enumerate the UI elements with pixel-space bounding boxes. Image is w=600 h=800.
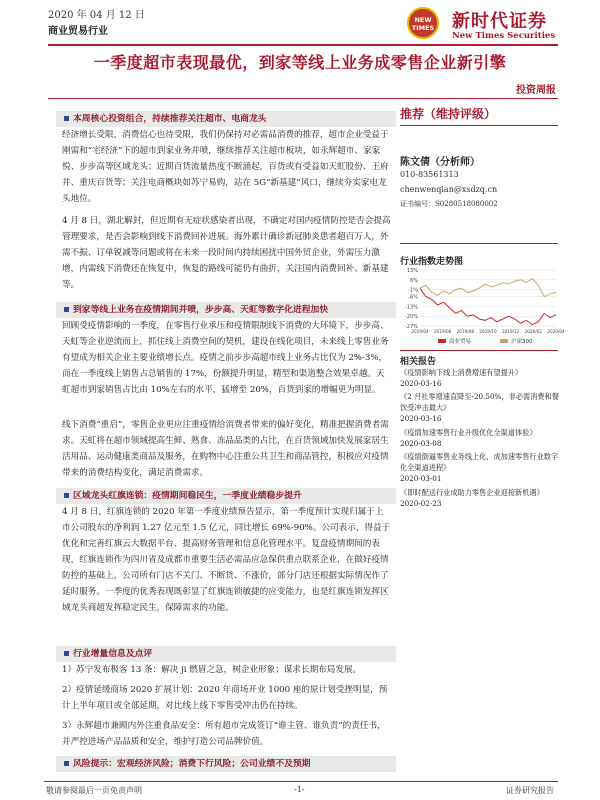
analyst-phone: 010-83561313 [400,170,459,179]
bullet-icon [64,493,69,498]
section-title: 到家等线上业务在疫情期间并喷，步步高、天虹等数字化进程加快 [56,302,396,318]
related-report-date: 2020-03-01 [400,474,442,483]
y-tick-label: 13% [406,268,418,274]
related-report-title[interactable]: 《即时配送行业成助力零售企业迎接新机遇》 [400,488,544,497]
bullet-icon [64,116,69,121]
related-report-title[interactable]: 《疫情倒逼零售业务线上化，成加速零售行业数字化全渠道进程》 [400,452,559,472]
series-line-1 [420,278,556,296]
page-number: -1- [294,785,305,794]
list-item: 3）永辉超市兼顾内外注重食品安全：所有超市完成签订“谁主管、谁负责”的责任书，并严控进场产品品质和安全，维护打造公司品牌价值。 [62,721,386,747]
section-title: 本周核心投资组合，持续推荐关注超市、电商龙头 [56,111,396,127]
y-tick-label: -20% [405,314,418,321]
related-report-date: 2020-02-23 [400,499,442,508]
x-tick-label: 2019/04 [411,329,429,334]
list-item: 2）疫情延缓商场 2020 扩展计划：2020 年商场开业 1000 座的原计划受挫明显，预计上半年项目或全部延期，对比线上线下零售受冲击仍在持续。 [62,685,388,711]
related-report-title[interactable]: 《2 月社零增速直降至-20.50%，非必需消费和餐饮受冲击最大》 [400,392,559,412]
rating: 推荐（维持评级） [400,107,497,121]
bullet-icon [64,761,69,766]
footer-divider [44,781,558,782]
section-title: 行业增量信息及点评 [56,646,396,662]
y-tick-label: 6% [410,277,418,284]
related-report-title[interactable]: 《疫情加速零售行业升级优化全渠道体验》 [400,428,537,437]
legend-swatch [500,339,508,343]
footer-disclaimer: 敬请参阅最后一页免责声明 [46,786,142,795]
sidebar-divider [400,350,558,351]
legend-swatch [438,339,446,343]
section-paragraph: 线下消费“重启”，零售企业更应注重疫情给消费者带来的偏好变化，精准把握消费者需求。天虹将在超市领域提高生鲜、熟食、冻品品类的占比，在百货领域加快发展家居生活用品、运动健康类商品及服务，在购物中心注重公共卫生和商品管控，积极应对疫情带来的消费结构变化，满足消费需求。 [62,420,389,478]
section-paragraph: 4 月 8 日，红旗连锁的 2020 年第一季度业绩预告显示，第一季度预计实现归属于上市公司股东的净利润 1.27 亿元至 1.5 亿元，同比增长 69%-90%。公司表示，得益于优化和完善红旗云大数据平台、提高财务管理和信息化管理水平。复盘疫情期间的表现，红旗连锁作为四川省及成都市重要生活必需品应急保供重点联系企业，在做好疫情防控的基础上，公司所有门店不关门、不断货、不涨价，部分门店还根据实际情况作了延时服务。一季度的优秀表现既彰显了红旗连锁敏捷的应变能力，也是红旗连锁发挥区域龙头商超发挥稳定民生，保障需求的功能。 [62,507,391,613]
header-divider [48,44,558,46]
analyst-cert: 证书编号：S0280518080002 [400,200,498,208]
logo-mark-line1: NEW [414,16,432,24]
company-name-en: New Times Securities [452,31,556,41]
related-report-date: 2020-03-16 [400,379,442,388]
report-date: 2020 年 04 月 12 日 [48,10,145,21]
x-tick-label: 2019/10 [479,329,497,334]
related-report-title[interactable]: 《疫情影响下线上消费增速有望提升》 [400,368,523,377]
related-report-date: 2020-03-16 [400,414,442,423]
logo-mark-line2: TIMES [411,24,435,32]
y-tick-label: -6% [408,294,418,301]
analyst-email[interactable]: chenwenqian@xsdzq.cn [400,185,498,194]
section-paragraph: 回顾受疫情影响的一季度，在零售行业承压和疫情限制线下消费的大环境下，步步高、天虹等企业逆流而上，抓住线上消费空间的契机，建设在线化项目，未来线上零售业务有望成为相关企业主要业绩增长点。疫情之前步步高超市线上业务占比仅为 2%-3%，而在一季度线上销售占总销售的 17%，份额提升明显，精型和渠道整合效果卓越。天虹超市到家销售占比由 10%左右的水平，猛增至 20%，百货到家的增幅更为明显。 [62,321,389,395]
risk-warning: 风险提示：宏观经济风险；消费下行风险；公司业绩不及预期 [56,756,396,772]
y-tick-label: -13% [405,304,418,311]
y-tick-label: -27% [405,324,418,330]
bullet-icon [64,307,69,312]
x-tick-label: 2020/02 [524,329,543,334]
index-trend-chart [398,266,565,348]
chart-title: 行业指数走势图 [400,257,464,267]
headline-divider [48,98,558,99]
y-tick-label: -1% [408,287,418,294]
report-headline: 一季度超市表现最优，到家等线上业务成零售企业新引擎 [93,53,507,72]
footer-brand: 证券研究报告 [506,786,554,795]
x-tick-label: 2019/12 [501,329,520,334]
list-item: 1）苏宁发布极客 13 条：解决 ji 燃眉之急，树企业形象；谋求长期布局发展。 [62,665,362,675]
x-tick-label: 2019/08 [456,329,475,334]
industry-name: 商业贸易行业 [48,26,108,37]
section-title: 区域龙头红旗连锁：疫情期间稳民生，一季度业绩稳步提升 [56,488,396,504]
related-report-date: 2020-03-08 [400,439,442,448]
legend-label: 沪深300 [511,339,533,345]
report-type: 投资周报 [516,85,556,96]
section-paragraph: 经济增长受限，消费信心也待受限，我们仍保持对必需品消费的推荐，超市企业受益于刚需和“宅经济”下的超市到家业务并喷，继续推荐关注超市板块，如永辉超市、家家悦、步步高等区域龙头；近期百货流量热度不断涌起，百货或有受益如天虹股份、王府井、重庆百货等；关注电商概块如苏宁易购，站在 5G“新基建”风口，继续夯实家电龙头地位。 [62,130,389,204]
legend-label: 商业贸易 [449,339,472,345]
x-tick-label: 2019/06 [433,329,452,334]
section-paragraph: 4 月 8 日，湖北解封，但近期有无症状感染者出现，不确定对国内疫情防控是否会提高管理要求，是否会影响到线下消费回补进展。海外累计确诊新冠肺炎患者超百万人，外需不振、订单锐减等问题或将在未来一段时间内持续困扰中国外贸企业，外需压力激增，内需线下消费还在恢复中，恢复的路线可能仍有曲折，关注国内消费回补、新基建等。 [62,216,391,290]
analyst-name: 陈文倩（分析师） [400,157,480,168]
x-tick-label: 2020/04 [547,329,565,334]
company-logo-icon [402,6,444,40]
company-name-cn: 新时代证券 [452,11,547,32]
bullet-icon [64,651,69,656]
related-reports-title: 相关报告 [400,357,437,367]
sidebar-divider [400,125,558,126]
sidebar-divider [400,243,558,244]
